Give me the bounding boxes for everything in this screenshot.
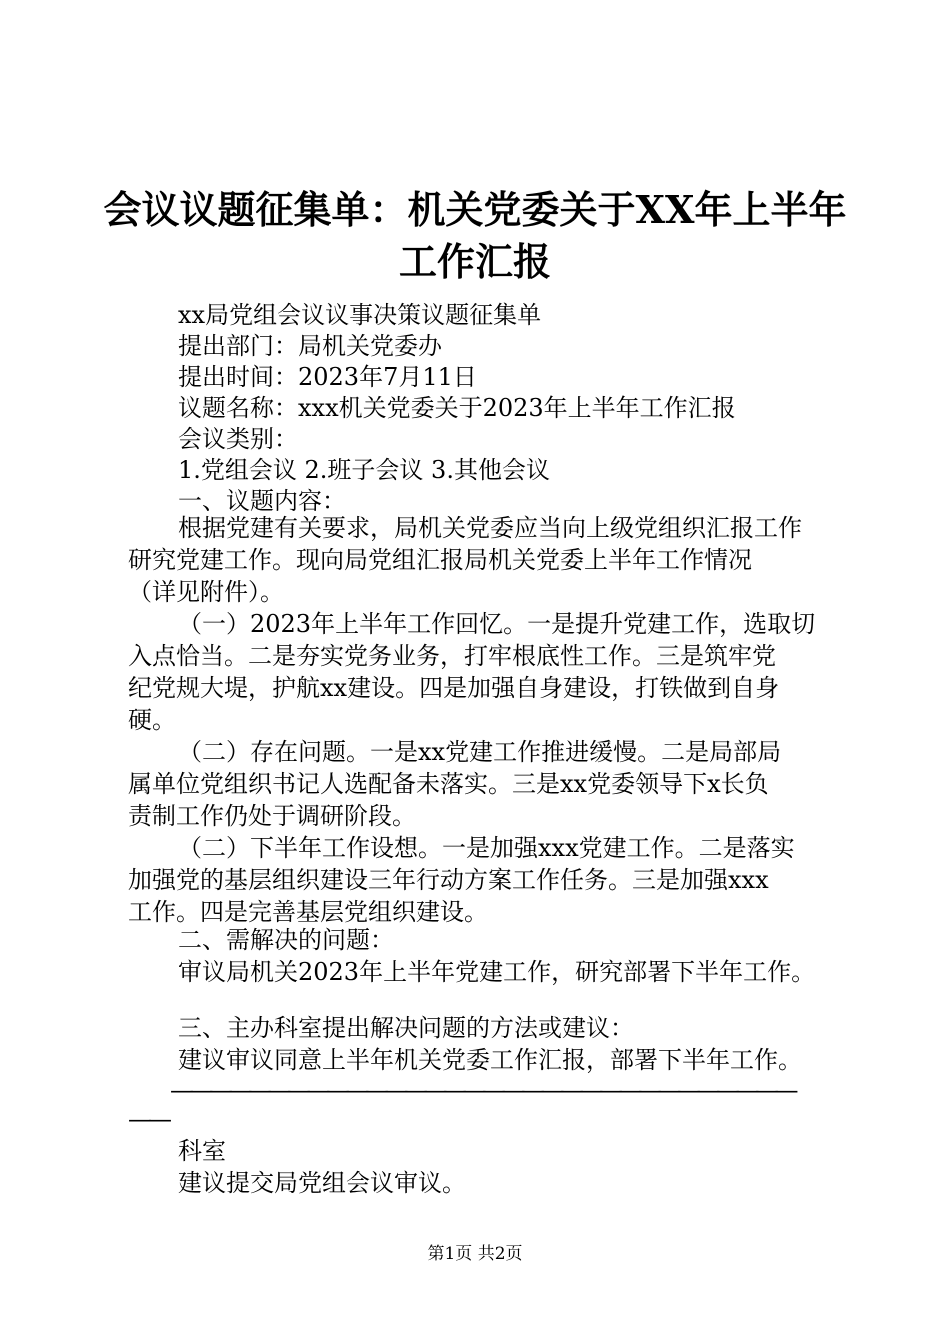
paragraph-line: 硬。 (128, 706, 176, 734)
line-meeting-types: 1.党组会议 2.班子会议 3.其他会议 (178, 456, 550, 484)
signature-rule: ———————————————————————————————— (170, 1076, 794, 1104)
paragraph-line: （详见附件）。 (128, 578, 284, 606)
paragraph-line: 建议提交局党组会议审议。 (178, 1169, 466, 1197)
title-line-1: 会议议题征集单：机关党委关于XX年上半年 (103, 187, 847, 232)
paragraph-line: 研究党建工作。现向局党组汇报局机关党委上半年工作情况 (128, 546, 752, 574)
paragraph-line: 纪党规大堤，护航xx建设。四是加强自身建设，打铁做到自身 (128, 674, 780, 702)
paragraph-line: （二）下半年工作设想。一是加强xxx党建工作。二是落实 (178, 834, 795, 862)
paragraph-line: 入点恰当。二是夯实党务业务，打牢根底性工作。三是筑牢党 (128, 642, 776, 670)
paragraph-line: 属单位党组织书记人选配备未落实。三是xx党委领导下x长负 (128, 770, 769, 798)
paragraph-line: 责制工作仍处于调研阶段。 (128, 802, 416, 830)
department-label: 科室 (178, 1137, 226, 1165)
line-topic: 议题名称：xxx机关党委关于2023年上半年工作汇报 (178, 394, 736, 422)
paragraph-line: 审议局机关2023年上半年党建工作，研究部署下半年工作。 (178, 958, 816, 986)
page-footer: 第1页 共2页 (427, 1244, 523, 1264)
line-department: 提出部门：局机关党委办 (178, 332, 442, 360)
paragraph-line: 加强党的基层组织建设三年行动方案工作任务。三是加强xxx (128, 866, 769, 894)
paragraph-line: （一）2023年上半年工作回忆。一是提升党建工作，选取切 (178, 610, 816, 638)
title-line-2: 工作汇报 (398, 239, 551, 284)
heading-issues: 二、需解决的问题： (178, 926, 394, 954)
paragraph-line: 工作。四是完善基层党组织建设。 (128, 898, 488, 926)
line-form-name: xx局党组会议议事决策议题征集单 (178, 301, 542, 329)
line-meeting-type-label: 会议类别： (178, 425, 298, 453)
paragraph-line: 建议审议同意上半年机关党委工作汇报，部署下半年工作。 (178, 1046, 802, 1074)
paragraph-line: 根据党建有关要求，局机关党委应当向上级党组织汇报工作 (178, 514, 802, 542)
paragraph-line: （二）存在问题。一是xx党建工作推进缓慢。二是局部局 (178, 738, 782, 766)
heading-suggestions: 三、主办科室提出解决问题的方法或建议： (178, 1014, 634, 1042)
heading-topic-content: 一、议题内容： (178, 487, 346, 515)
signature-rule-tail: —— (128, 1105, 168, 1133)
line-date: 提出时间：2023年7月11日 (178, 363, 477, 391)
